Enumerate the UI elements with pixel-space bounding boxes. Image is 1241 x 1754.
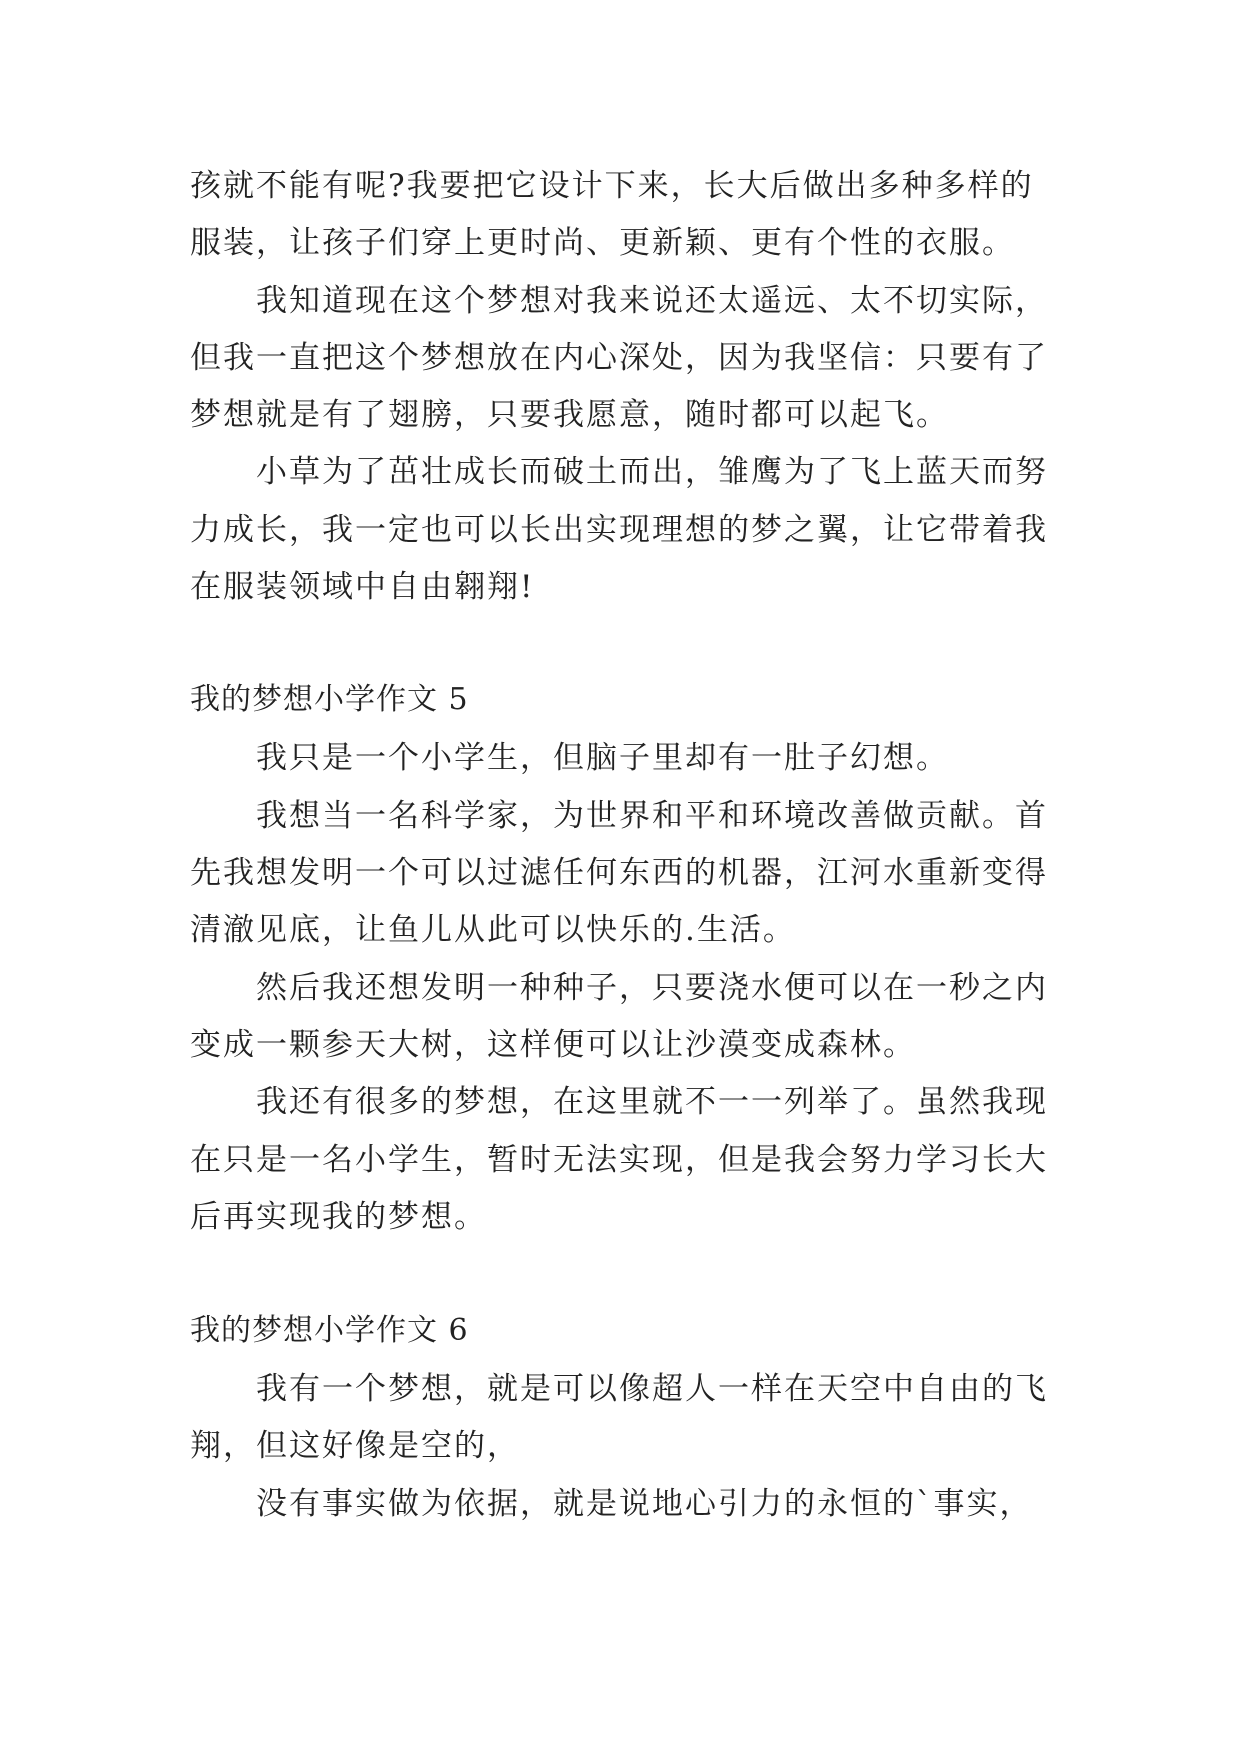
paragraph-line: 孩就不能有呢?我要把它设计下来，长大后做出多种多样的 <box>190 168 1034 204</box>
paragraph-line: 翔，但这好像是空的， <box>190 1428 520 1464</box>
paragraph-line: 然后我还想发明一种种子，只要浇水便可以在一秒之内 <box>256 970 1048 1006</box>
paragraph-line: 我有一个梦想，就是可以像超人一样在天空中自由的飞 <box>256 1371 1048 1407</box>
paragraph-line: 没有事实做为依据，就是说地心引力的永恒的`事实， <box>256 1486 1033 1522</box>
paragraph-line: 我想当一名科学家，为世界和平和环境改善做贡献。首 <box>256 798 1048 834</box>
paragraph-line: 在服装领域中自由翱翔! <box>190 569 535 605</box>
paragraph-line: 后再实现我的梦想。 <box>190 1199 487 1235</box>
paragraph-line: 清澈见底，让鱼儿从此可以快乐的.生活。 <box>190 912 796 948</box>
paragraph-line: 梦想就是有了翅膀，只要我愿意，随时都可以起飞。 <box>190 397 949 433</box>
section-title: 我的梦想小学作文 6 <box>190 1313 469 1348</box>
paragraph-line: 我知道现在这个梦想对我来说还太遥远、太不切实际， <box>256 283 1048 319</box>
paragraph-line: 小草为了茁壮成长而破土而出，雏鹰为了飞上蓝天而努 <box>256 454 1048 490</box>
paragraph-line: 服装，让孩子们穿上更时尚、更新颖、更有个性的衣服。 <box>190 225 1015 261</box>
section-title: 我的梦想小学作文 5 <box>190 682 469 717</box>
paragraph-line: 变成一颗参天大树，这样便可以让沙漠变成森林。 <box>190 1027 916 1063</box>
paragraph-line: 我还有很多的梦想，在这里就不一一列举了。虽然我现 <box>256 1084 1048 1120</box>
paragraph-line: 但我一直把这个梦想放在内心深处，因为我坚信：只要有了 <box>190 340 1048 376</box>
paragraph-line: 我只是一个小学生，但脑子里却有一肚子幻想。 <box>256 740 949 776</box>
paragraph-line: 先我想发明一个可以过滤任何东西的机器，江河水重新变得 <box>190 855 1048 891</box>
paragraph-line: 力成长，我一定也可以长出实现理想的梦之翼，让它带着我 <box>190 512 1048 548</box>
paragraph-line: 在只是一名小学生，暂时无法实现，但是我会努力学习长大 <box>190 1142 1048 1178</box>
